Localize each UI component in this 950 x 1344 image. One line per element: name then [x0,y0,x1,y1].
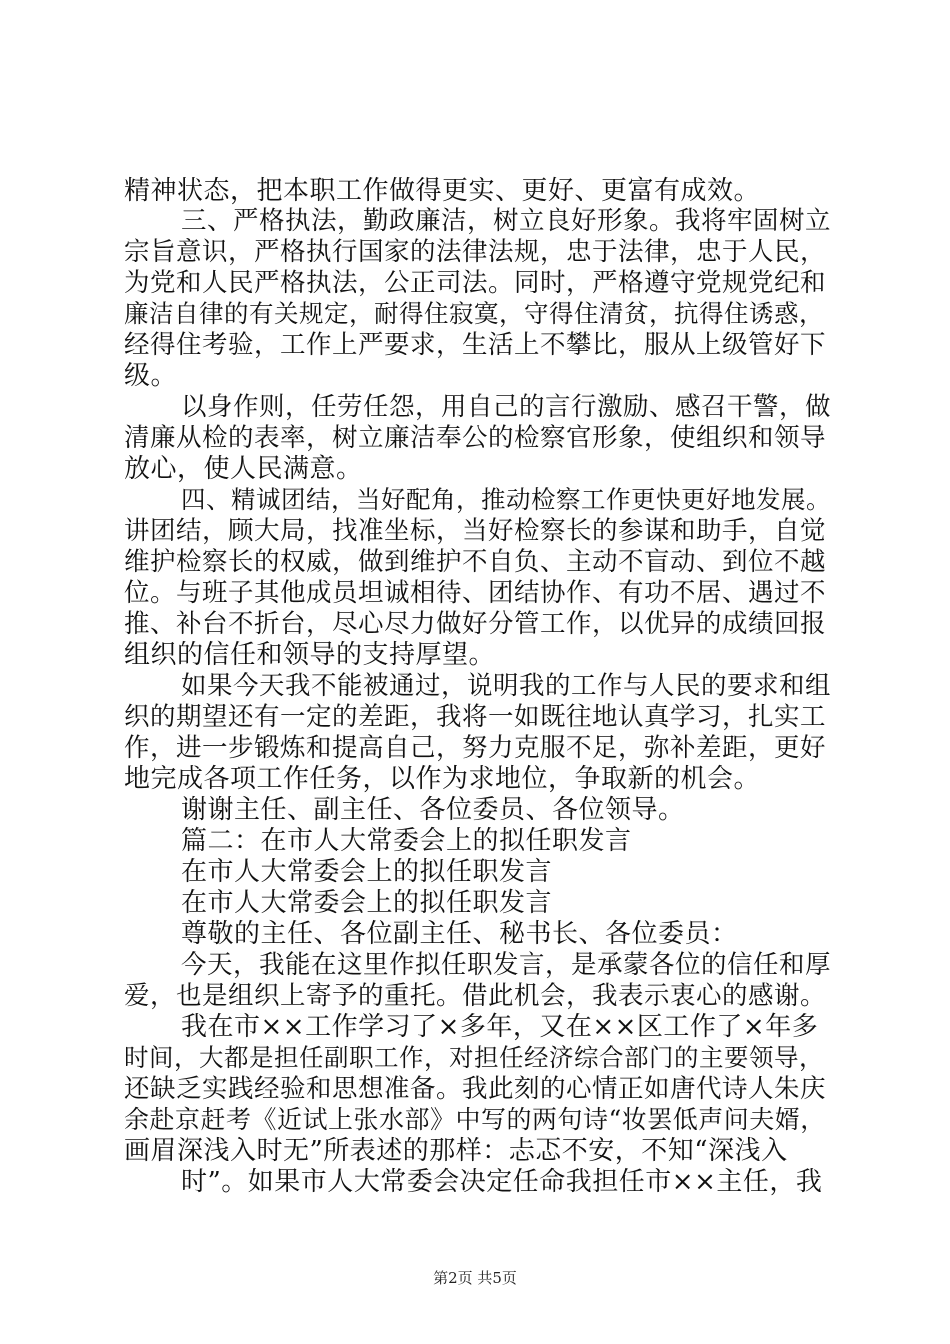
body-text-line: 画眉深浅入时无”所表述的那样：忐忑不安，不知“深浅入 [124,1136,788,1166]
body-text-line: 维护检察长的权威，做到维护不自负、主动不盲动、到位不越 [124,547,827,577]
body-text-line: 还缺乏实践经验和思想准备。我此刻的心情正如唐代诗人朱庆 [124,1074,827,1104]
body-text-line: 级。 [124,361,178,391]
body-text-line: 余赴京赶考《近试上张水部》中写的两句诗“妆罢低声问夫婿， [124,1105,826,1134]
body-text-line: 四、精诚团结，当好配角，推动检察工作更快更好地发展。 [181,485,831,514]
body-text-line: 精神状态，把本职工作做得更实、更好、更富有成效。 [124,176,761,206]
speech-title: 在市人大常委会上的拟任职发言 [181,857,553,887]
page-number-footer: 第2页 共5页 [433,1269,517,1287]
body-text-line: 我在市××工作学习了×多年，又在××区工作了×年多 [181,1012,819,1042]
body-text-line: 位。与班子其他成员坦诚相待、团结协作、有功不居、遇过不 [124,578,827,608]
body-text-line: 清廉从检的表率，树立廉洁奉公的检察官形象，使组织和领导 [124,423,827,453]
body-text-line: 织的期望还有一定的差距，我将一如既往地认真学习，扎实工 [124,702,827,732]
body-text-line: 组织的信任和领导的支持厚望。 [124,640,496,670]
body-text-line: 时间，大都是担任副职工作，对担任经济综合部门的主要领导， [124,1043,824,1072]
body-text-line: 经得住考验，工作上严要求，生活上不攀比，服从上级管好下 [124,330,827,360]
speech-title: 在市人大常委会上的拟任职发言 [181,888,553,918]
salutation: 尊敬的主任、各位副主任、秘书长、各位委员： [181,919,738,949]
body-text-line: 放心，使人民满意。 [124,454,363,484]
body-text-line: 今天，我能在这里作拟任职发言，是承蒙各位的信任和厚 [181,950,832,980]
body-text-line: 作，进一步锻炼和提高自己，努力克服不足，弥补差距，更好 [124,733,827,763]
body-text-line: 推、补台不折台，尽心尽力做好分管工作，以优异的成绩回报 [124,609,827,639]
body-text-line: 时”。如果市人大常委会决定任命我担任市××主任，我 [181,1167,823,1197]
body-text-line: 地完成各项工作任务，以作为求地位，争取新的机会。 [124,764,761,794]
body-text-line: 三、严格执法，勤政廉洁，树立良好形象。我将牢固树立 [181,206,832,236]
body-text-line: 为党和人民严格执法，公正司法。同时，严格遵守党规党纪和 [124,268,827,298]
body-text-line: 宗旨意识，严格执行国家的法律法规，忠于法律，忠于人民， [124,237,827,267]
section-heading: 篇二：在市人大常委会上的拟任职发言 [181,826,632,856]
body-text-line: 如果今天我不能被通过，说明我的工作与人民的要求和组 [181,671,832,701]
body-text-line: 以身作则，任劳任怨，用自己的言行激励、感召干警，做 [181,392,832,422]
body-text-line: 讲团结，顾大局，找准坐标，当好检察长的参谋和助手，自觉 [124,516,827,546]
body-text-line: 谢谢主任、副主任、各位委员、各位领导。 [181,795,685,825]
body-text-line: 爱，也是组织上寄予的重托。借此机会，我表示衷心的感谢。 [124,981,827,1011]
body-text-line: 廉洁自律的有关规定，耐得住寂寞，守得住清贫，抗得住诱惑， [124,299,824,328]
